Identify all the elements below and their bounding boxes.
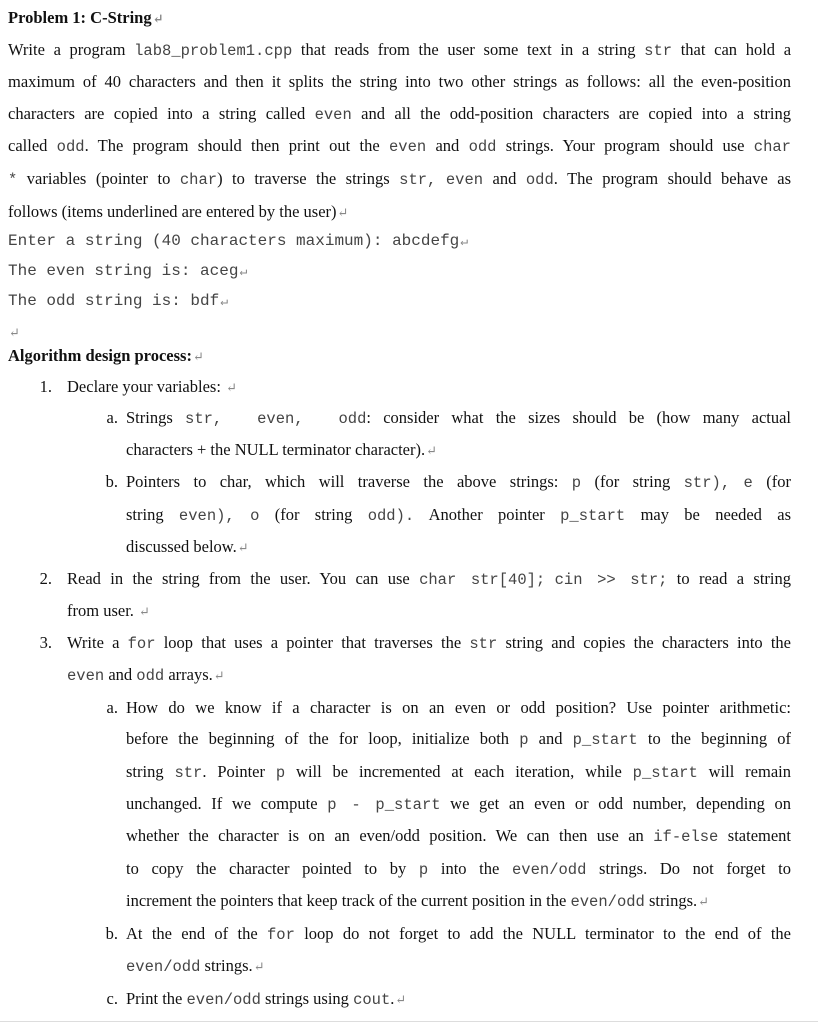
step-3b-label: b. [105,924,118,943]
code-p-start: p_start [572,731,638,749]
text: will remain [697,762,791,781]
text: strings using [260,989,354,1008]
code-odd: odd [56,138,85,156]
return-mark-icon: ↵ [426,443,438,458]
text: strings. Your program should use [496,136,754,155]
text: that can hold a [672,40,792,59]
text: loop that uses a pointer that traverses the [155,633,470,652]
step-3a-line-6 [126,859,791,879]
text: Another pointer [414,505,561,524]
step-3b-line-1 [126,924,791,944]
code-even-odd: even/odd [186,991,261,1009]
text: Print the [126,989,187,1008]
text: The even string is: aceg [8,262,239,280]
code-expression: p - p_start [327,796,441,814]
code-even: even [388,138,427,156]
return-mark-icon: ↵ [395,992,407,1007]
code-p: p [519,731,529,749]
text: Pointers to char, which will traverse the above strings: [126,472,572,491]
text: before the beginning of the for loop, initialize both [126,729,520,748]
return-mark-icon: ↵ [337,205,349,220]
text: increment the pointers that keep track of the current position in the [126,891,571,910]
step-3a-line-3 [126,762,791,782]
text: variables (pointer to [17,169,180,188]
code-p-start: p_start [632,764,698,782]
text: whether the character is on an even/odd position. We can then use an [126,826,654,845]
code-e: e [743,474,753,492]
text: . [390,989,395,1008]
return-mark-icon: ↵ [698,894,710,909]
text: statement [718,826,792,845]
step-1b-line-3 [126,537,249,557]
step-1-number: 1. [39,377,52,396]
intro-line-4 [8,136,791,156]
code-even: even [445,171,484,189]
text: Write a [67,633,128,652]
return-mark-icon: ↵ [192,349,204,364]
code-even: even [314,106,352,124]
text: we get an even or odd number, depending on [440,794,791,813]
step-3a-label: a. [106,698,118,717]
text: to copy the character pointed to by [126,859,419,878]
return-mark-icon: ↵ [139,604,150,619]
code-if-else: if-else [653,828,719,846]
code-str: str [174,764,203,782]
code-odd: odd). [367,507,415,525]
code-p: p [275,764,286,782]
code-even: even), [178,507,235,525]
code-p-start: p_start [560,507,626,525]
sample-output-line-2 [8,262,247,280]
text: arrays. [164,665,213,684]
text: called [8,136,57,155]
step-3a-line-1: How do we know if a character is on an even or odd position? Use pointer arithmetic: [126,698,791,717]
code-even-odd: even/odd [126,958,201,976]
text: may be needed as [625,505,791,524]
code-o: o [250,507,260,525]
text: characters are copied into a string called [8,104,315,123]
text: and [426,136,469,155]
code-str: str, [399,171,437,189]
text: from user. [67,601,139,620]
problem-title [8,8,164,28]
code-p: p [418,861,429,879]
step-3a-line-2 [126,729,791,749]
return-mark-icon: ↵ [152,11,164,26]
return-mark-icon: ↵ [237,540,249,555]
intro-line-1 [8,40,791,60]
code-str: str [469,635,498,653]
text: and [483,169,526,188]
code-star: * [8,171,18,189]
return-mark-icon: ↵ [239,264,248,279]
intro-line-5 [8,169,791,189]
sample-output-line-3 [8,292,228,310]
text: string [126,505,179,524]
code-cout: cout [353,991,391,1009]
code-for: for [266,926,295,944]
code-even-odd: even/odd [511,861,587,879]
step-2-number: 2. [39,569,52,588]
code-char: char [179,171,218,189]
code-vars: str, even, odd [185,410,367,428]
text: into the [428,859,512,878]
code-str: str), [683,474,731,492]
code-str: str [644,42,673,60]
text: strings. [200,956,253,975]
return-mark-icon: ↵ [220,294,229,309]
intro-line-2: maximum of 40 characters and then it splits the string into two other strings as follows: all the even-position [8,72,791,91]
text: unchanged. If we compute [126,794,328,813]
text: to the beginning of [637,729,792,748]
step-3a-line-5 [126,826,791,846]
blank-paragraph [8,322,20,342]
text: and [104,665,137,684]
return-mark-icon: ↵ [226,380,237,395]
code-for: for [127,635,156,653]
step-3c-line-1 [126,989,406,1009]
text: . Pointer [202,762,276,781]
text: strings. [644,891,698,910]
text: Write a program [8,40,135,59]
return-mark-icon: ↵ [253,959,265,974]
text: and [528,729,573,748]
code-odd: odd [468,138,497,156]
intro-line-3 [8,104,791,124]
text: and all the odd-position characters are copied into a string [351,104,791,123]
code-char-str: char str[40]; [419,571,546,589]
text: loop do not forget to add the NULL terminator to the end of the [294,924,791,943]
text: string and copies the characters into the [497,633,791,652]
text: string [126,762,175,781]
step-1a-line-1 [126,408,791,428]
text: characters + the NULL terminator character). [126,440,426,459]
text: Strings [126,408,186,427]
text: At the end of the [126,924,267,943]
code-even-odd: even/odd [570,893,645,911]
text: that reads from the user some text in a string [292,40,645,59]
text: . The program should then print out the [84,136,389,155]
text: (for string [259,505,368,524]
text: Enter a string (40 characters maximum): abcdefg [8,232,460,250]
text: The odd string is: bdf [8,292,220,310]
intro-line-6 [8,202,348,222]
sample-output-line-1 [8,232,468,250]
algorithm-heading [8,346,204,366]
text: follows (items underlined are entered by the user) [8,202,337,221]
step-3-number: 3. [39,633,52,652]
step-1b-label: b. [105,472,118,491]
code-cin: cin >> str; [554,571,668,589]
code-odd: odd [525,171,554,189]
text: discussed below. [126,537,237,556]
step-2-line-1 [67,569,791,589]
step-1a-label: a. [106,408,118,427]
step-2-line-2 [67,601,150,621]
return-mark-icon: ↵ [213,668,225,683]
step-1a-line-2 [126,440,437,460]
text: will be incremented at each iteration, while [285,762,633,781]
text: (for [752,472,791,491]
step-3-line-2 [67,665,225,685]
filename-code: lab8_problem1.cpp [134,42,293,60]
title-text: Problem 1: C-String [8,8,152,27]
step-3a-line-4 [126,794,791,814]
step-3a-line-7 [126,891,709,911]
return-mark-icon: ↵ [460,234,469,249]
text: (for string [581,472,684,491]
code-char: char [753,138,791,156]
text: : consider what the sizes should be (how many actual [366,408,792,427]
step-1b-line-1 [126,472,791,492]
page-bottom-divider [0,1021,818,1022]
heading-text: Algorithm design process: [8,346,192,365]
step-3-line-1 [67,633,791,653]
step-1-text [67,377,237,397]
code-odd: odd [136,667,165,685]
text: to read a string [667,569,792,588]
step-3c-label: c. [106,989,118,1008]
text: Declare your variables: [67,377,226,396]
step-1b-line-2 [126,505,791,525]
text: ) to traverse the strings [217,169,400,188]
text: strings. Do not forget to [586,859,791,878]
step-3b-line-2 [126,956,265,976]
text: . The program should behave as [553,169,791,188]
code-p: p [571,474,582,492]
text: Read in the string from the user. You can use [67,569,420,588]
return-mark-icon: ↵ [9,325,20,340]
code-even: even [67,667,105,685]
